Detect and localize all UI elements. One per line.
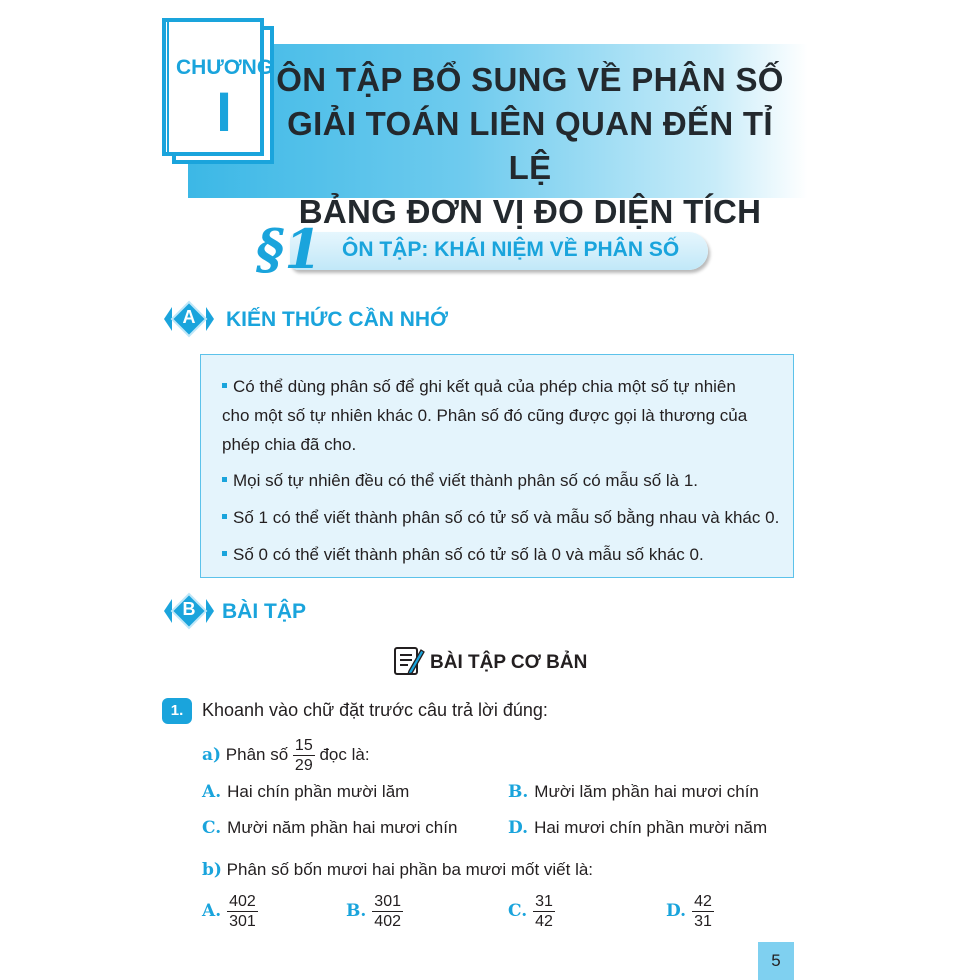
section-number: §1: [256, 217, 322, 281]
option-letter: B.: [346, 900, 367, 921]
part-b-title: BÀI TẬP: [222, 600, 306, 623]
knowledge-item: [222, 540, 782, 569]
fraction-denominator: 31: [694, 913, 712, 930]
chapter-title-line: ÔN TẬP BỔ SUNG VỀ PHÂN SỐ: [276, 61, 784, 98]
option-b[interactable]: [508, 782, 759, 802]
fraction: [293, 736, 315, 775]
knowledge-item: [222, 466, 782, 495]
fraction: [533, 892, 555, 931]
option-c[interactable]: [202, 818, 457, 838]
chapter-number: I: [216, 80, 232, 143]
chapter-label: CHƯƠNG: [176, 56, 274, 79]
knowledge-item-continued: phép chia đã cho.: [222, 435, 357, 454]
knowledge-item-continued: cho một số tự nhiên khác 0. Phân số đó cũng được gọi là thương của: [222, 406, 748, 425]
knowledge-text: Số 1 có thể viết thành phân số có tử số và mẫu số bằng nhau và khác 0.: [233, 508, 780, 527]
page-number: 5: [758, 942, 794, 980]
notebook-pencil-icon: [392, 644, 426, 678]
knowledge-item: [222, 372, 782, 401]
part-b-label: b): [202, 860, 222, 880]
option-c[interactable]: [508, 892, 555, 931]
fraction-denominator: 402: [374, 913, 401, 930]
knowledge-text: Mọi số tự nhiên đều có thể viết thành phân số có mẫu số là 1.: [233, 471, 699, 490]
part-b-text: Phân số bốn mươi hai phần ba mươi mốt viết là:: [226, 860, 594, 879]
chapter-title-line: GIẢI TOÁN LIÊN QUAN ĐẾN TỈ LỆ: [287, 105, 773, 186]
option-a[interactable]: [202, 892, 258, 931]
option-text: Hai chín phần mười lăm: [227, 782, 410, 801]
option-text: Hai mươi chín phần mười năm: [534, 818, 768, 837]
option-b[interactable]: [346, 892, 403, 931]
option-d[interactable]: [508, 818, 767, 838]
option-letter: C.: [202, 818, 222, 838]
option-d[interactable]: [666, 892, 714, 931]
part-a-label: a): [202, 744, 222, 765]
fraction-numerator: 42: [694, 893, 712, 910]
option-letter: C.: [508, 900, 528, 921]
fraction: [372, 892, 403, 931]
option-letter: A.: [202, 782, 222, 802]
basic-exercises-title: BÀI TẬP CƠ BẢN: [430, 652, 588, 673]
option-a[interactable]: [202, 782, 409, 802]
bullet-icon: [222, 383, 227, 388]
part-a-text-after: đọc là:: [319, 744, 370, 764]
fraction-denominator: 301: [229, 913, 256, 930]
bullet-icon: [222, 514, 227, 519]
option-text: Mười năm phần hai mươi chín: [227, 818, 458, 837]
part-a-letter: A: [182, 307, 196, 327]
bullet-icon: [222, 477, 227, 482]
fraction: [227, 892, 258, 931]
question-part-b: [202, 860, 593, 880]
fraction-numerator: 301: [374, 893, 401, 910]
fraction-numerator: 31: [535, 893, 553, 910]
fraction-denominator: 29: [294, 757, 313, 774]
question-prompt: Khoanh vào chữ đặt trước câu trả lời đúng:: [202, 700, 548, 720]
part-a-text: Phân số: [225, 744, 289, 764]
question-part-a: [202, 736, 370, 775]
chapter-title-line: BẢNG ĐƠN VỊ ĐO DIỆN TÍCH: [298, 193, 762, 230]
knowledge-text: Số 0 có thể viết thành phân số có tử số là 0 và mẫu số khác 0.: [233, 545, 704, 564]
knowledge-item: [222, 503, 782, 532]
fraction-numerator: 402: [229, 893, 256, 910]
option-letter: B.: [508, 782, 529, 802]
section-title: ÔN TẬP: KHÁI NIỆM VỀ PHÂN SỐ: [342, 238, 680, 261]
fraction-denominator: 42: [535, 913, 553, 930]
bullet-icon: [222, 551, 227, 556]
part-b-letter: B: [182, 599, 196, 619]
part-a-title: KIẾN THỨC CẦN NHỚ: [226, 308, 448, 331]
knowledge-text: Có thể dùng phân số để ghi kết quả của phép chia một số tự nhiên: [233, 377, 736, 396]
option-letter: A.: [202, 900, 222, 921]
chapter-title: [270, 58, 790, 234]
option-letter: D.: [508, 818, 529, 838]
option-letter: D.: [666, 900, 687, 921]
fraction: [692, 892, 714, 931]
question-number-badge: 1.: [162, 698, 192, 724]
option-text: Mười lăm phần hai mươi chín: [534, 782, 759, 801]
fraction-numerator: 15: [294, 737, 313, 754]
